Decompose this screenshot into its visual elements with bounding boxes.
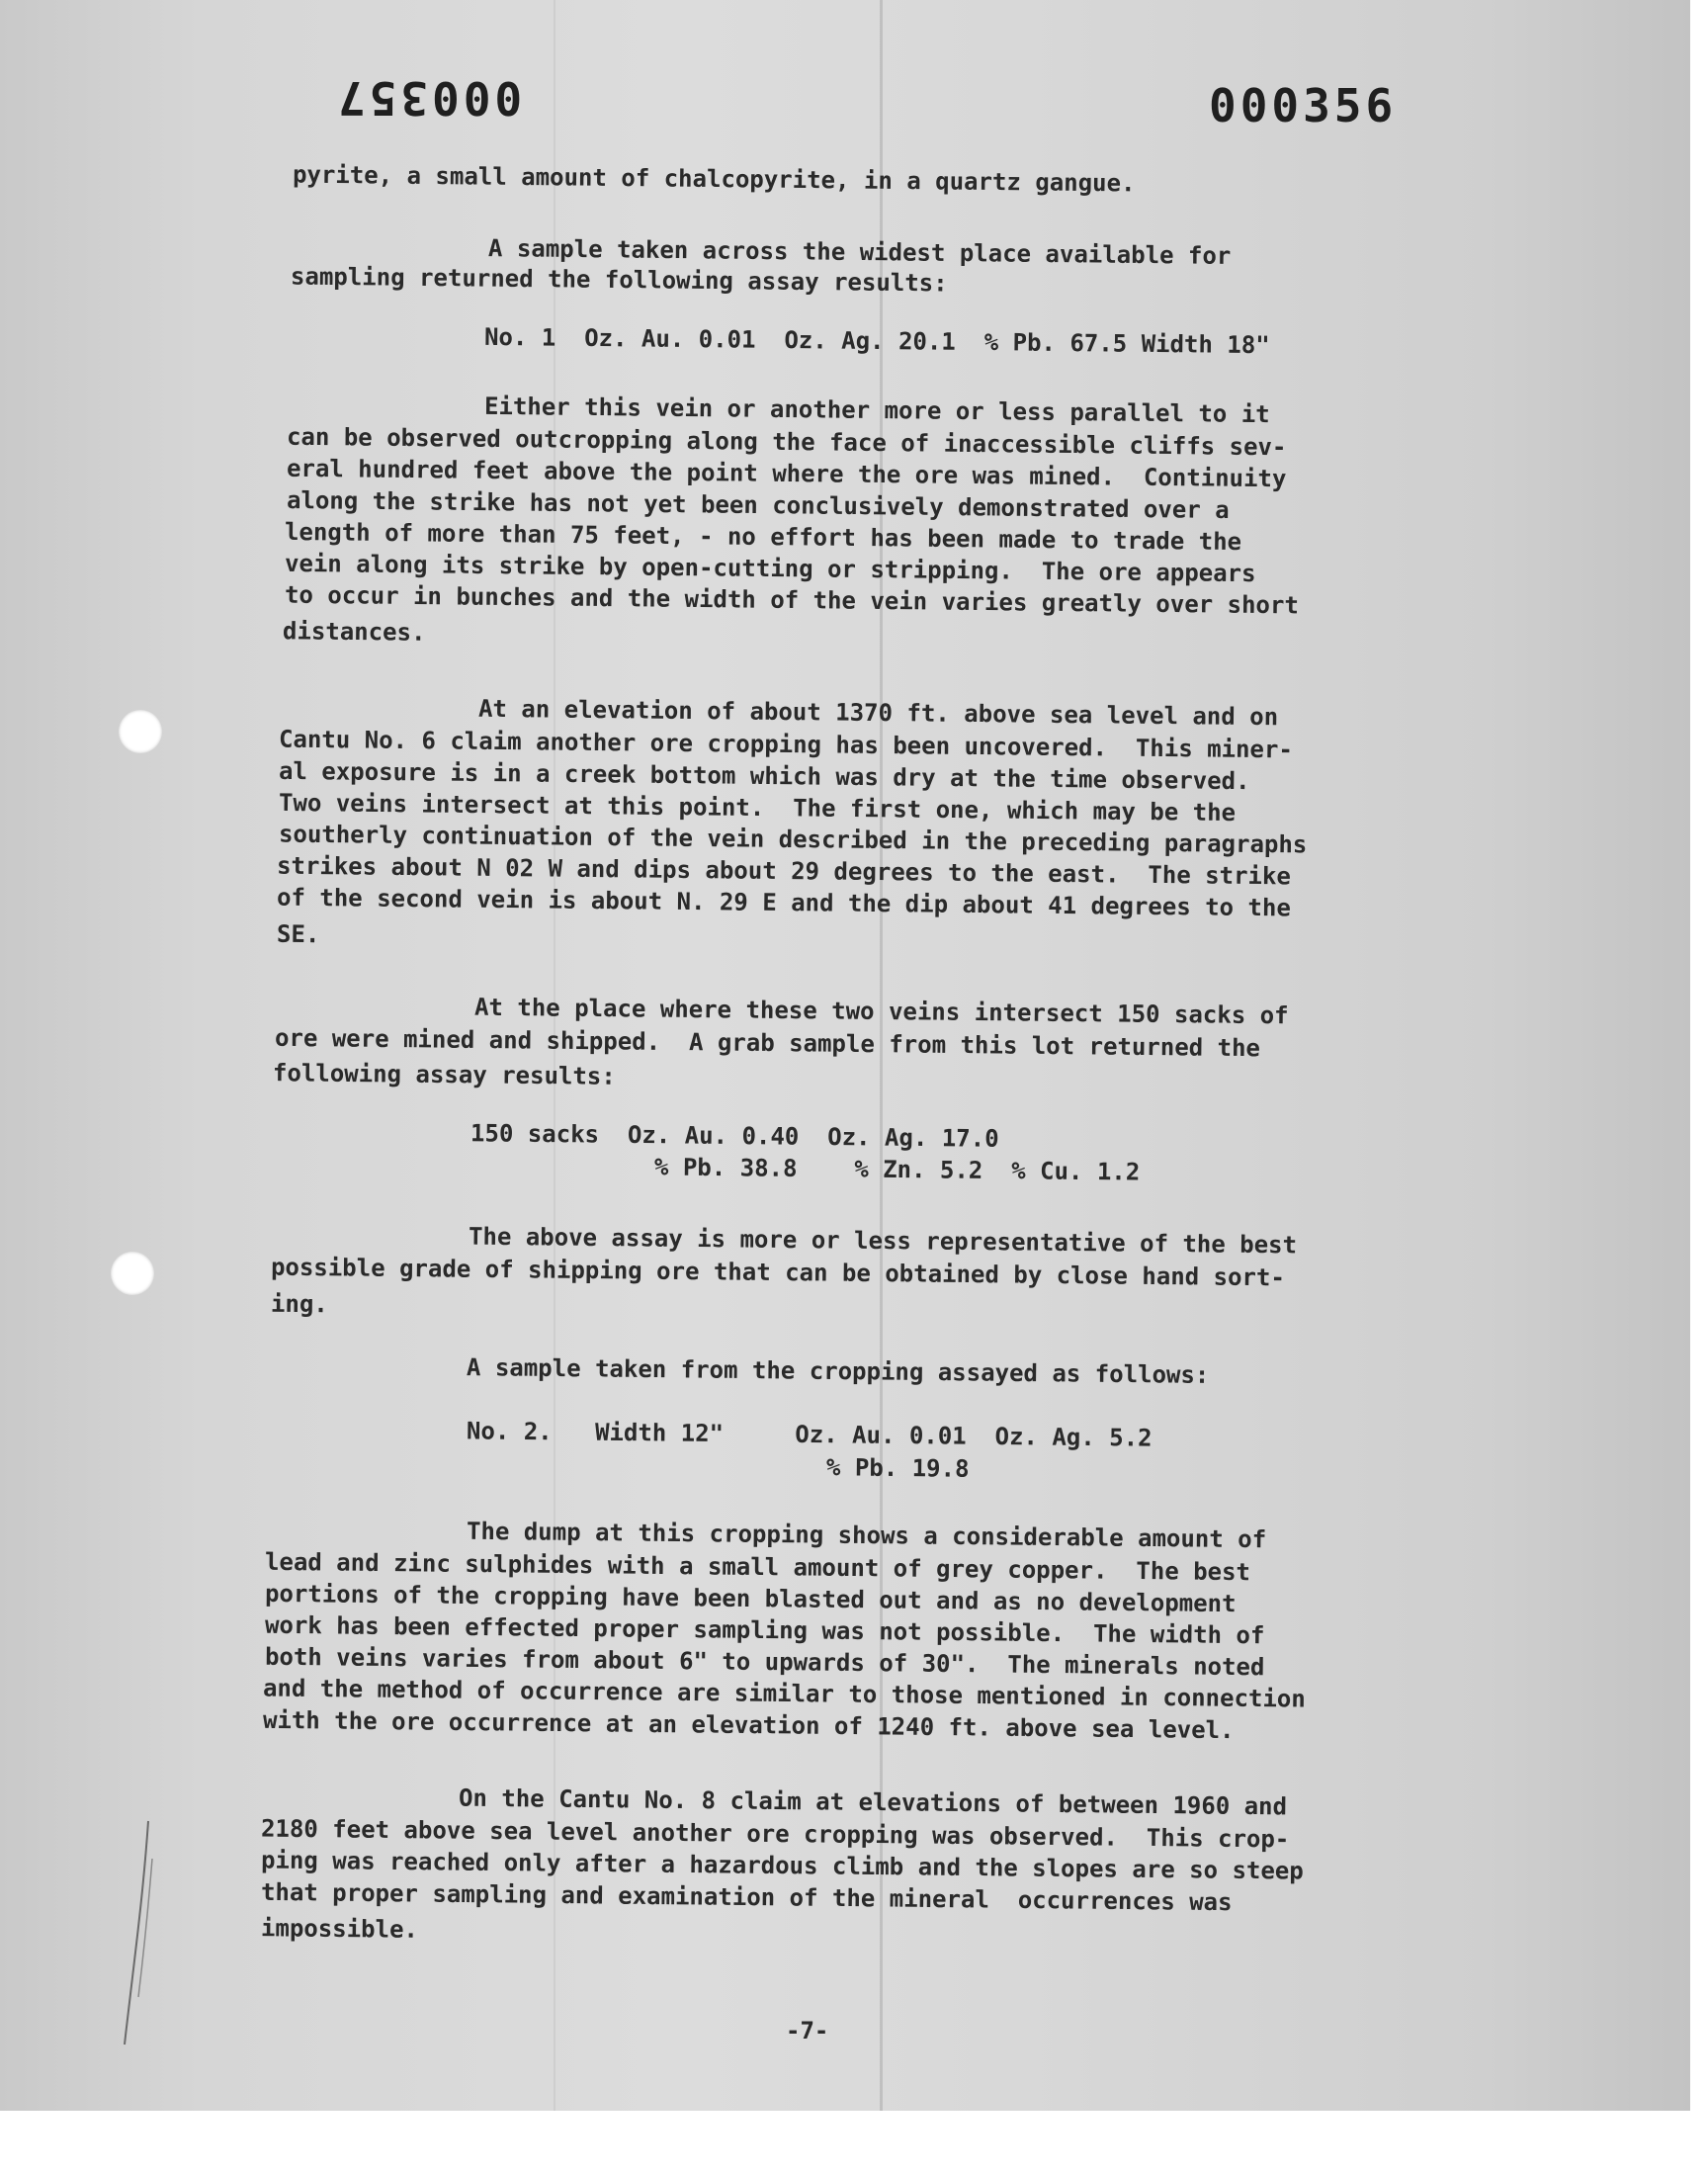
assay-line: % Pb. 19.8 <box>825 1453 970 1483</box>
text-line: following assay results: <box>272 1059 616 1090</box>
text-line: Either this vein or another more or less parallel to it <box>483 392 1270 429</box>
text-line: 2180 feet above sea level another ore cropping was observed. This crop- <box>260 1814 1290 1854</box>
text-line: work has been effected proper sampling was not possible. The width of <box>264 1610 1265 1650</box>
bates-stamp-right: 000356 <box>1209 79 1398 132</box>
text-line: strikes about N 02 W and dips about 29 degrees to the east. The strike <box>276 851 1292 891</box>
text-line: both veins varies from about 6" to upwards of 30". The minerals noted <box>264 1642 1265 1682</box>
scan-margin <box>0 2111 1708 2175</box>
text-line: ing. <box>270 1289 328 1319</box>
text-line: distances. <box>282 617 426 647</box>
punch-hole-top <box>119 710 162 753</box>
text-line: possible grade of shipping ore that can be obtained by close hand sort- <box>270 1253 1286 1292</box>
punch-hole-bottom <box>111 1252 154 1295</box>
text-line: vein along its strike by open-cutting or stripping. The ore appears <box>284 549 1256 588</box>
text-line: to occur in bunches and the width of the vein varies greatly over short <box>284 580 1300 620</box>
text-line: of the second vein is about N. 29 E and the dip about 41 degrees to the <box>276 883 1292 922</box>
text-line: pyrite, a small amount of chalcopyrite, in a quartz gangue. <box>292 160 1136 198</box>
text-line: sampling returned the following assay results: <box>290 262 948 298</box>
pencil-stroke-mark <box>119 1819 158 2046</box>
text-line: SE. <box>276 919 320 949</box>
assay-line: No. 2. Width 12" Oz. Au. 0.01 Oz. Ag. 5.2 <box>466 1417 1153 1452</box>
text-line: can be observed outcropping along the face of inaccessible cliffs sev- <box>286 422 1287 462</box>
text-line: A sample taken across the widest place available for <box>487 234 1232 270</box>
bates-stamp-left: 000357 <box>334 71 523 125</box>
text-line: Cantu No. 6 claim another ore cropping has been uncovered. This miner- <box>278 725 1294 764</box>
text-line: al exposure is in a creek bottom which was dry at the time observed. <box>278 756 1250 796</box>
page-number: -7- <box>786 2017 829 2044</box>
text-line: lead and zinc sulphides with a small amount of grey copper. The best <box>264 1547 1251 1587</box>
text-line: southerly continuation of the vein described in the preceding paragraphs <box>278 820 1308 859</box>
assay-line: 150 sacks Oz. Au. 0.40 Oz. Ag. 17.0 <box>470 1119 999 1153</box>
text-line: impossible. <box>260 1914 419 1944</box>
text-line: eral hundred feet above the point where the ore was mined. Continuity <box>286 454 1287 493</box>
text-line: that proper sampling and examination of the mineral occurrences was <box>260 1877 1233 1917</box>
assay-line: No. 1 Oz. Au. 0.01 Oz. Ag. 20.1 % Pb. 67.5 Width 18" <box>483 322 1270 360</box>
text-line: A sample taken from the cropping assayed as follows: <box>466 1353 1210 1389</box>
text-line: At the place where these two veins intersect 150 sacks of <box>473 993 1289 1030</box>
text-line: ping was reached only after a hazardous climb and the slopes are so steep <box>260 1846 1304 1885</box>
text-line: along the strike has not yet been conclusively demonstrated over a <box>286 486 1230 524</box>
text-line: portions of the cropping have been blasted out and as no development <box>264 1579 1237 1618</box>
text-line: and the method of occurrence are similar to those mentioned in connection <box>262 1674 1306 1713</box>
text-line: On the Cantu No. 8 claim at elevations of between 1960 and <box>458 1784 1288 1821</box>
text-line: At an elevation of about 1370 ft. above sea level and on <box>477 694 1279 732</box>
text-line: ore were mined and shipped. A grab sample from this lot returned the <box>274 1023 1261 1063</box>
text-line: with the ore occurrence at an elevation of 1240 ft. above sea level. <box>262 1705 1235 1745</box>
text-line: length of more than 75 feet, - no effort has been made to trade the <box>284 517 1242 557</box>
text-line: Two veins intersect at this point. The first one, which may be the <box>278 788 1237 827</box>
text-line: The above assay is more or less representative of the best <box>468 1222 1298 1260</box>
text-line: The dump at this cropping shows a considerable amount of <box>466 1517 1267 1554</box>
assay-line: % Pb. 38.8 % Zn. 5.2 % Cu. 1.2 <box>653 1153 1141 1186</box>
